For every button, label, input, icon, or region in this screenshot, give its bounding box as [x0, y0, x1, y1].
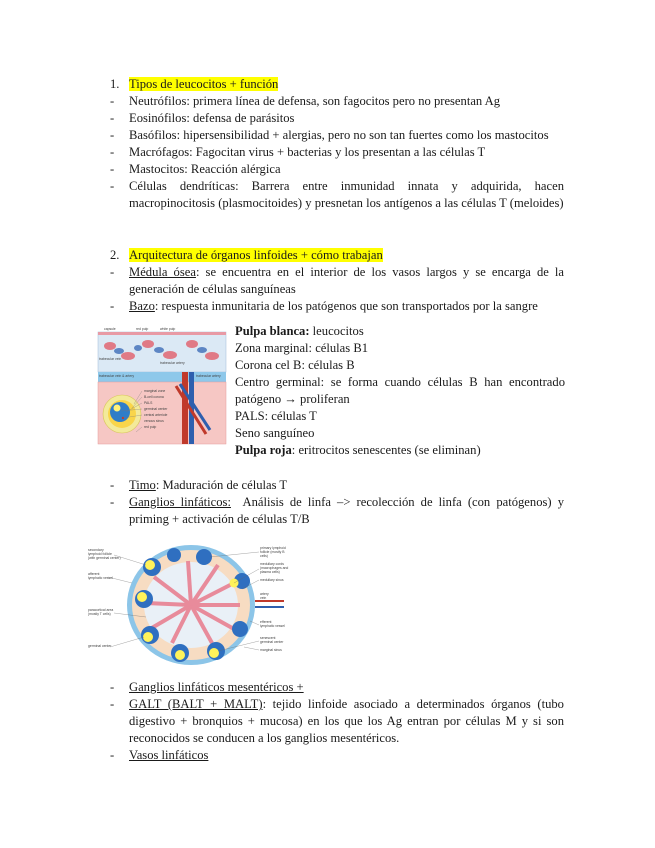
- list-item-bazo: - Bazo: respuesta inmunitaria de los patógenos que son transportados por la sangre: [110, 299, 538, 313]
- spleen-label: venous sinus: [144, 419, 164, 423]
- list-item-galt: - GALT (BALT + MALT): tejido linfoide asociado a determinados órganos (tubo digestivo + bronquios + mucosa) en los que los Ag entran por células M y si son reconocidos se conducen a los ganglios mesentéricos.: [110, 697, 564, 745]
- spleen-label: trabecular vein & artery: [99, 374, 135, 378]
- section-2-cont: [110, 477, 568, 528]
- node-label: (macrophages and: [260, 566, 289, 570]
- node-label: lymphatic vessel: [88, 576, 113, 580]
- centro-germinal: Centro germinal: se forma cuando células B han encontrado: [235, 375, 565, 389]
- section-2: [110, 247, 564, 315]
- node-label: germinal center: [260, 640, 284, 644]
- node-label: plasma cells): [260, 570, 280, 574]
- list-item-timo: - Timo: Maduración de células T: [110, 478, 288, 492]
- centro-germinal-cont: patógeno → proliferan: [235, 392, 350, 406]
- section-2-number: 2.: [110, 248, 120, 262]
- seno: Seno sanguíneo: [235, 426, 315, 440]
- spleen-notes: [235, 323, 565, 459]
- spleen-label: trabecular artery: [160, 361, 185, 365]
- spleen-label: trabecular artery: [196, 374, 221, 378]
- spleen-diagram: [96, 326, 229, 445]
- node-label: vein: [260, 596, 267, 600]
- spleen-label: red pulp: [144, 425, 157, 429]
- node-label: (with germinal center): [88, 556, 121, 560]
- corona: Corona cel B: células B: [235, 358, 355, 372]
- list-item-medula: - Médula ósea: se encuentra en el interior de los vasos largos y se encarga de la generación de células sanguíneas: [110, 265, 565, 296]
- node-label: germinal center: [88, 644, 112, 648]
- node-label: lymphatic vessel: [260, 624, 285, 628]
- section-2-title: Arquitectura de órganos linfoides + cómo trabajan: [129, 248, 383, 262]
- section-1-title: Tipos de leucocitos + función: [129, 77, 279, 91]
- pulpa-roja: Pulpa roja: eritrocitos senescentes (se eliminan): [235, 443, 481, 457]
- list-item: - Mastocitos: Reacción alérgica: [110, 162, 281, 176]
- spleen-label: red pulp: [136, 327, 149, 331]
- list-item-vasos: - Vasos linfáticos: [110, 748, 209, 762]
- spleen-label: B-cell corona: [144, 395, 164, 399]
- spleen-label: capsule: [104, 327, 116, 331]
- node-label: lymphoid follicle: [88, 552, 112, 556]
- node-label: secondary: [88, 548, 104, 552]
- node-label: follicle (mostly B: [260, 550, 285, 554]
- pulpa-blanca: Pulpa blanca: leucocitos: [235, 324, 364, 338]
- list-item: - Basófilos: hipersensibilidad + alergias, pero no son tan fuertes como los mastocitos: [110, 128, 549, 142]
- list-item: - Macrófagos: Fagocitan virus + bacterias y los presentan a las células T: [110, 145, 486, 159]
- spleen-label: central arteriole: [144, 413, 168, 417]
- section-1-heading: [110, 76, 564, 93]
- zona-marginal: Zona marginal: células B1: [235, 341, 369, 355]
- node-label: paracortical area: [88, 608, 114, 612]
- spleen-label: germinal center: [144, 407, 168, 411]
- node-label: primary lymphoid: [260, 546, 286, 550]
- node-label: medullary sinus: [260, 578, 284, 582]
- list-item-mesentericos: - Ganglios linfáticos mesentéricos +: [110, 680, 304, 694]
- node-label: cells): [260, 554, 268, 558]
- node-label: artery: [260, 592, 269, 596]
- section-2-heading: [110, 247, 564, 264]
- lymph-node-diagram: [84, 543, 296, 667]
- list-item: - Eosinófilos: defensa de parásitos: [110, 111, 295, 125]
- node-label: senescent: [260, 636, 276, 640]
- node-label: afferent: [88, 572, 100, 576]
- section-2-end: [110, 679, 564, 764]
- pals: PALS: células T: [235, 409, 317, 423]
- node-label: (mostly T cells): [88, 612, 111, 616]
- list-item: - Neutrófilos: primera línea de defensa, son fagocitos pero no presentan Ag: [110, 94, 501, 108]
- list-item-ganglios: - Ganglios linfáticos: Análisis de linfa –> recolección de linfa (con patógenos) y priming + activación de células T/B: [110, 495, 568, 526]
- spleen-label: marginal zone: [144, 389, 166, 393]
- node-label: medullary cords: [260, 562, 284, 566]
- spleen-label: trabecular vein: [99, 357, 122, 361]
- section-1: [110, 76, 564, 212]
- node-label: marginal sinus: [260, 648, 282, 652]
- node-label: efferent: [260, 620, 272, 624]
- spleen-label: PALS: [144, 401, 153, 405]
- list-item: - Células dendríticas: Barrera entre inmunidad innata y adquirida, hacen macropinocitosis (plasmocitoides) y presnetan los antígenos a las células T (meloides): [110, 179, 564, 210]
- section-1-number: 1.: [110, 77, 120, 91]
- spleen-label: white pulp: [160, 327, 176, 331]
